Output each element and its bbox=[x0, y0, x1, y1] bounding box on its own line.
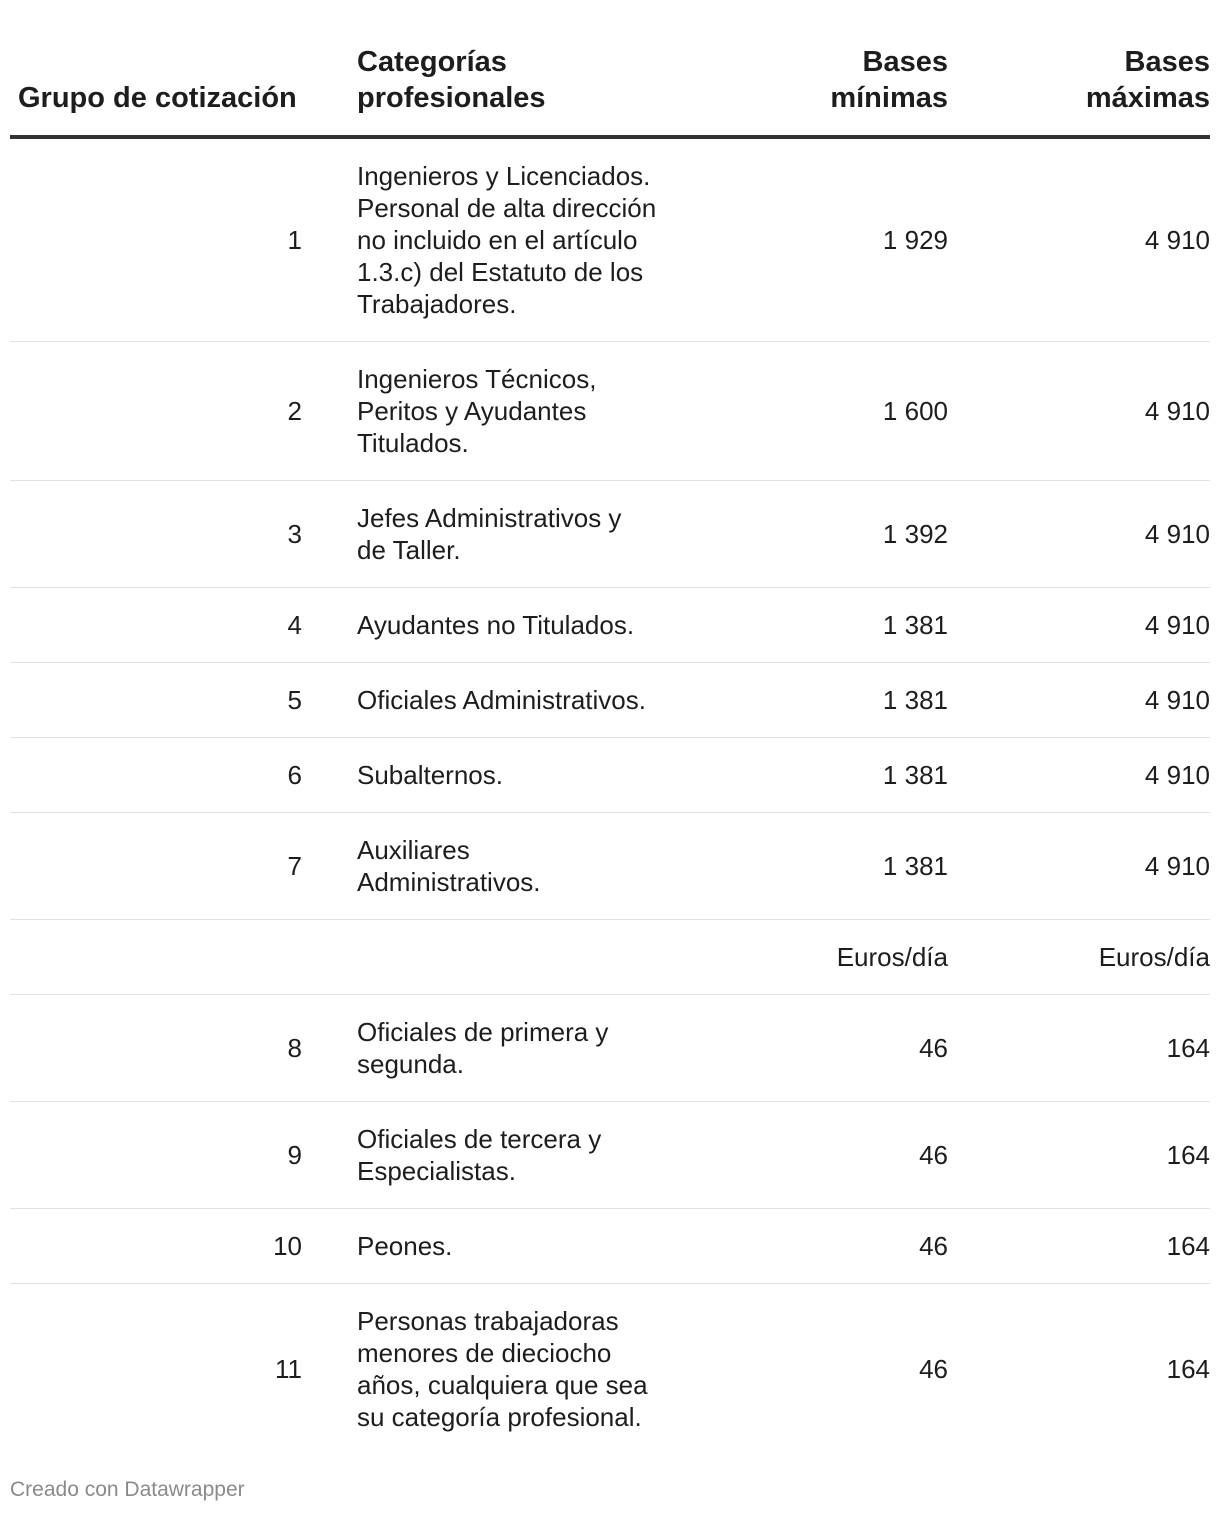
cell-categoria bbox=[357, 1102, 705, 1209]
cell-grupo: 10 bbox=[10, 1209, 357, 1284]
cell-base-minima: 46 bbox=[705, 1209, 948, 1284]
cell-categoria bbox=[357, 342, 705, 481]
cell-base-minima: 1 381 bbox=[705, 663, 948, 738]
cell-grupo: 6 bbox=[10, 738, 357, 813]
cell-base-maxima: Euros/día bbox=[948, 920, 1210, 995]
header-bases-maximas-line-2: máximas bbox=[1085, 82, 1210, 114]
cell-grupo: 4 bbox=[10, 588, 357, 663]
cell-grupo: 11 bbox=[275, 1354, 302, 1384]
cell-categoria bbox=[357, 481, 705, 588]
categoria-line: Trabajadores. bbox=[357, 289, 517, 319]
categoria-line: Titulados. bbox=[357, 428, 469, 458]
categoria-line: Oficiales de tercera y bbox=[357, 1124, 602, 1154]
table-row bbox=[10, 1284, 1210, 1455]
cell-base-maxima: 4 910 bbox=[948, 813, 1210, 920]
cell-categoria bbox=[357, 1284, 705, 1455]
table-row bbox=[10, 1209, 1210, 1284]
header-bases-minimas bbox=[705, 0, 948, 137]
datawrapper-credit: Creado con Datawrapper bbox=[10, 1478, 245, 1501]
categoria-line: Subalternos. bbox=[357, 760, 503, 790]
cell-categoria bbox=[357, 813, 705, 920]
categoria-line: Peritos y Ayudantes bbox=[357, 396, 587, 426]
cell-base-maxima: 4 910 bbox=[948, 588, 1210, 663]
cell-base-maxima: 4 910 bbox=[948, 738, 1210, 813]
table-row bbox=[10, 920, 1210, 995]
cell-base-minima: Euros/día bbox=[705, 920, 948, 995]
header-categorias-line-1: Categorías bbox=[357, 46, 507, 78]
cell-categoria bbox=[357, 920, 705, 995]
header-bases-minimas-line-1: Bases bbox=[862, 46, 948, 78]
cell-grupo: 5 bbox=[10, 663, 357, 738]
cell-base-maxima: 4 910 bbox=[948, 137, 1210, 342]
cell-base-minima: 1 381 bbox=[705, 813, 948, 920]
cell-base-maxima: 4 910 bbox=[948, 342, 1210, 481]
categoria-line: Personas trabajadoras bbox=[357, 1306, 619, 1336]
table-body bbox=[10, 137, 1210, 1454]
header-grupo-label: Grupo de cotización bbox=[18, 82, 297, 114]
header-bases-maximas bbox=[948, 0, 1210, 137]
cell-base-maxima: 164 bbox=[948, 995, 1210, 1102]
cell-base-minima: 1 600 bbox=[705, 342, 948, 481]
categoria-line: menores de dieciocho bbox=[357, 1338, 612, 1368]
table-row bbox=[10, 995, 1210, 1102]
table-row bbox=[10, 137, 1210, 342]
cell-base-maxima: 4 910 bbox=[948, 663, 1210, 738]
table-header-row bbox=[10, 0, 1210, 137]
header-bases-minimas-line-2: mínimas bbox=[830, 82, 948, 114]
cell-base-minima: 46 bbox=[705, 1102, 948, 1209]
cell-base-minima: 46 bbox=[705, 995, 948, 1102]
cell-categoria bbox=[357, 588, 705, 663]
cell-categoria bbox=[357, 1209, 705, 1284]
cell-base-minima: 1 392 bbox=[705, 481, 948, 588]
table-row bbox=[10, 663, 1210, 738]
cell-base-maxima: 164 bbox=[1166, 1354, 1210, 1384]
categoria-line: Ingenieros Técnicos, bbox=[357, 364, 597, 394]
cell-base-minima: 1 381 bbox=[705, 738, 948, 813]
categoria-line: Peones. bbox=[357, 1231, 453, 1261]
categoria-line: 1.3.c) del Estatuto de los bbox=[357, 257, 644, 287]
table-row bbox=[10, 342, 1210, 481]
categoria-line: Administrativos. bbox=[357, 867, 541, 897]
cell-base-maxima: 4 910 bbox=[948, 481, 1210, 588]
table-row bbox=[10, 1102, 1210, 1209]
cell-grupo: 7 bbox=[10, 813, 357, 920]
header-categorias-line-2: profesionales bbox=[357, 82, 546, 114]
cell-grupo: 8 bbox=[10, 995, 357, 1102]
categoria-line: Personal de alta dirección bbox=[357, 193, 657, 223]
categoria-line: Ingenieros y Licenciados. bbox=[357, 161, 651, 191]
cell-grupo bbox=[10, 920, 357, 995]
table-row bbox=[10, 813, 1210, 920]
cell-grupo: 1 bbox=[10, 137, 357, 342]
categoria-line: su categoría profesional. bbox=[357, 1402, 642, 1432]
cell-grupo: 9 bbox=[10, 1102, 357, 1209]
categoria-line: Jefes Administrativos y bbox=[357, 503, 622, 533]
cell-categoria bbox=[357, 995, 705, 1102]
cell-base-maxima: 164 bbox=[948, 1102, 1210, 1209]
table-row bbox=[10, 738, 1210, 813]
categoria-line: Especialistas. bbox=[357, 1156, 516, 1186]
categoria-line: años, cualquiera que sea bbox=[357, 1370, 648, 1400]
header-grupo bbox=[10, 0, 357, 137]
table-row bbox=[10, 481, 1210, 588]
categoria-line: no incluido en el artículo bbox=[357, 225, 638, 255]
cell-categoria bbox=[357, 663, 705, 738]
cell-base-maxima: 164 bbox=[948, 1209, 1210, 1284]
bases-cotizacion-table bbox=[10, 0, 1210, 1454]
cell-base-minima: 1 929 bbox=[705, 137, 948, 342]
categoria-line: Ayudantes no Titulados. bbox=[357, 610, 635, 640]
categoria-line: Oficiales Administrativos. bbox=[357, 685, 646, 715]
cell-grupo: 2 bbox=[10, 342, 357, 481]
categoria-line: Oficiales de primera y bbox=[357, 1017, 609, 1047]
cell-base-minima: 1 381 bbox=[705, 588, 948, 663]
categoria-line: Auxiliares bbox=[357, 835, 470, 865]
header-bases-maximas-line-1: Bases bbox=[1124, 46, 1210, 78]
cell-categoria bbox=[357, 738, 705, 813]
table-row bbox=[10, 588, 1210, 663]
cell-base-minima: 46 bbox=[919, 1354, 948, 1384]
cell-categoria bbox=[357, 137, 705, 342]
cell-grupo: 3 bbox=[10, 481, 357, 588]
header-categorias bbox=[357, 0, 705, 137]
categoria-line: segunda. bbox=[357, 1049, 464, 1079]
categoria-line: de Taller. bbox=[357, 535, 461, 565]
table-container bbox=[10, 0, 1210, 1501]
